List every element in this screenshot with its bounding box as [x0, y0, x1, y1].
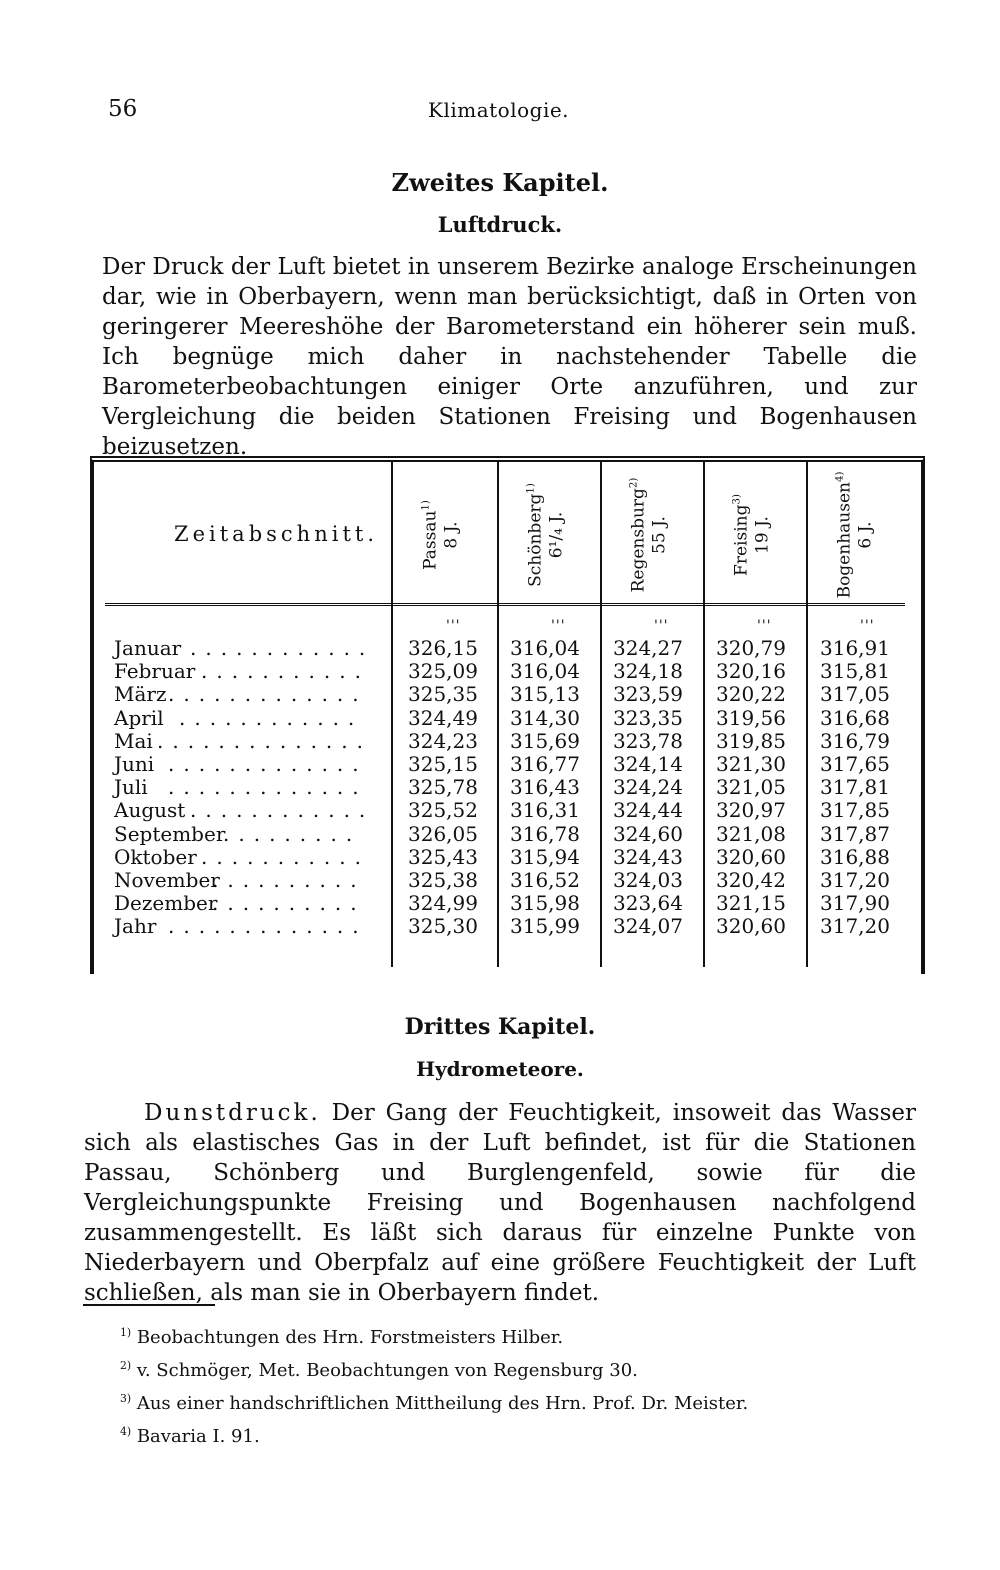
pressure-value: 320,79 [716, 636, 786, 660]
footnote-text: v. Schmöger, Met. Beobachtungen von Regensburg 30. [131, 1360, 638, 1381]
pressure-value: 324,18 [613, 659, 683, 683]
pressure-value: 316,04 [510, 636, 580, 660]
station-name: Schönberg [525, 493, 546, 587]
station-name: Regensburg [628, 488, 649, 593]
pressure-value: 325,38 [408, 868, 478, 892]
pressure-value: 324,49 [408, 706, 478, 730]
observation-years: 19 J. [752, 516, 773, 554]
running-title: Klimatologie. [428, 98, 570, 122]
pressure-value: 314,30 [510, 706, 580, 730]
table-header-rule [105, 603, 905, 606]
footnote-text: Bavaria I. 91. [131, 1426, 260, 1447]
pressure-value: 317,20 [820, 914, 890, 938]
chapter-heading: Drittes Kapitel. [404, 1014, 596, 1040]
period-label: September [114, 822, 226, 846]
pressure-value: 315,13 [510, 682, 580, 706]
period-label: Oktober [114, 845, 197, 869]
running-head [108, 96, 576, 126]
pressure-value: 325,78 [408, 775, 478, 799]
footnote-mark: 3) [120, 1392, 132, 1405]
footnote-ref: 1) [420, 500, 432, 511]
pressure-value: 325,09 [408, 659, 478, 683]
paragraph-hydrometeore [84, 1098, 916, 1308]
pressure-value: 326,15 [408, 636, 478, 660]
dot-leader: ............. [168, 914, 368, 938]
pressure-value: 316,91 [820, 636, 890, 660]
unit-mark: ''' [654, 618, 669, 634]
pressure-value: 324,43 [613, 845, 683, 869]
pressure-value: 317,87 [820, 822, 890, 846]
station-name: Bogenhausen [834, 482, 855, 599]
period-label: Juli [114, 775, 148, 799]
column-divider [391, 462, 393, 967]
observation-years: 6 J. [855, 521, 876, 549]
station-column-header [705, 470, 795, 600]
observation-years: 8 J. [441, 521, 462, 549]
pressure-value: 324,60 [613, 822, 683, 846]
footnote-ref: 3) [731, 494, 743, 505]
dot-leader: ............ [190, 636, 375, 660]
pressure-value: 316,88 [820, 845, 890, 869]
pressure-value: 316,78 [510, 822, 580, 846]
paragraph-text: Der Gang der Feuchtigkeit, insoweit das Wasser sich als elastisches Gas in der Luft befindet, ist für die Stationen Passau, Schönberg und Burglengenfeld, sowie für die Vergleichungspunkte Freising und Bogenhausen nachfolgend zusammengestellt. Es läßt sich daraus für einzelne Punkte von Niederbayern und Oberpfalz auf eine größere Feuchtigkeit der Luft schließen, als man sie in Oberbayern findet. [84, 1100, 917, 1306]
pressure-value: 316,52 [510, 868, 580, 892]
period-label: Januar [114, 636, 182, 660]
footnote-text: Aus einer handschriftlichen Mittheilung des Hrn. Prof. Dr. Meister. [131, 1393, 749, 1414]
dot-leader: .......... [212, 891, 366, 915]
pressure-value: 323,35 [613, 706, 683, 730]
dot-leader: ............ [179, 706, 364, 730]
station-column-header [808, 470, 898, 600]
period-label: April [114, 706, 164, 730]
footnote-ref: 2) [628, 477, 640, 489]
footnote-rule [83, 1304, 215, 1306]
pressure-value: 315,98 [510, 891, 580, 915]
station-column-header [394, 470, 484, 600]
pressure-value: 316,77 [510, 752, 580, 776]
pressure-value: 317,20 [820, 868, 890, 892]
pressure-value: 325,30 [408, 914, 478, 938]
observation-years: 6¹/₄ J. [546, 511, 567, 559]
footnote-mark: 1) [120, 1326, 132, 1339]
pressure-value: 324,03 [613, 868, 683, 892]
section-heading: Luftdruck. [437, 212, 563, 237]
station-name: Passau [420, 510, 441, 570]
paragraph-luftdruck: Der Druck der Luft bietet in unserem Bezirke analoge Erscheinungen dar, wie in Oberbayern, wenn man berücksichtigt, daß in Orten von geringerer Meereshöhe der Barometerstand ein höherer sein muß. Ich begnüge mich daher in nachstehender Tabelle die Barometerbeobachtungen einiger Orte anzuführen, und zur Vergleichung die beiden Stationen Freising und Bogenhausen beizusetzen. [102, 254, 917, 460]
pressure-value: 324,27 [613, 636, 683, 660]
footnote-text: Beobachtungen des Hrn. Forstmeisters Hilber. [131, 1327, 564, 1348]
pressure-value: 320,97 [716, 798, 786, 822]
pressure-value: 320,22 [716, 682, 786, 706]
unit-mark: ''' [860, 618, 875, 634]
section-heading: Hydrometeore. [416, 1057, 584, 1081]
pressure-value: 323,78 [613, 729, 683, 753]
dot-leader: ............. [168, 775, 368, 799]
period-label: Mai [114, 729, 153, 753]
pressure-value: 321,08 [716, 822, 786, 846]
pressure-value: 320,16 [716, 659, 786, 683]
pressure-value: 315,81 [820, 659, 890, 683]
station-column-header [602, 470, 692, 600]
pressure-value: 315,99 [510, 914, 580, 938]
dot-leader: ............. [168, 682, 368, 706]
footnote [120, 1392, 748, 1414]
pressure-value: 319,56 [716, 706, 786, 730]
pressure-value: 316,31 [510, 798, 580, 822]
pressure-value: 316,68 [820, 706, 890, 730]
pressure-value: 317,05 [820, 682, 890, 706]
pressure-value: 316,04 [510, 659, 580, 683]
footnote-ref: 1) [525, 483, 537, 494]
pressure-value: 325,35 [408, 682, 478, 706]
pressure-value: 315,69 [510, 729, 580, 753]
pressure-value: 320,60 [716, 845, 786, 869]
footnote [120, 1425, 260, 1447]
station-column-header [499, 470, 589, 600]
observation-years: 55 J. [649, 516, 670, 554]
pressure-value: 321,05 [716, 775, 786, 799]
period-label: Dezember [114, 891, 218, 915]
pressure-value: 325,52 [408, 798, 478, 822]
dot-leader: ............. [168, 752, 368, 776]
dot-leader: .......... [212, 868, 366, 892]
unit-mark: ''' [551, 618, 566, 634]
dot-leader: ......... [223, 822, 362, 846]
footnote [120, 1326, 563, 1348]
dot-leader: ........... [201, 845, 370, 869]
footnote-mark: 4) [120, 1425, 132, 1438]
pressure-value: 315,94 [510, 845, 580, 869]
footnote [120, 1359, 638, 1381]
pressure-value: 316,79 [820, 729, 890, 753]
unit-mark: ''' [446, 618, 461, 634]
pressure-value: 324,14 [613, 752, 683, 776]
pressure-value: 317,85 [820, 798, 890, 822]
period-label: August [114, 798, 186, 822]
station-name: Freising [731, 504, 752, 576]
pressure-value: 316,43 [510, 775, 580, 799]
period-label: Juni [114, 752, 155, 776]
pressure-value: 320,60 [716, 914, 786, 938]
dot-leader: ........... [201, 659, 370, 683]
pressure-value: 317,90 [820, 891, 890, 915]
dot-leader: ............ [190, 798, 375, 822]
pressure-value: 324,07 [613, 914, 683, 938]
pressure-value: 324,44 [613, 798, 683, 822]
pressure-value: 325,43 [408, 845, 478, 869]
pressure-value: 324,99 [408, 891, 478, 915]
dot-leader: .............. [157, 729, 373, 753]
chapter-heading: Zweites Kapitel. [391, 168, 609, 197]
footnote-mark: 2) [120, 1359, 132, 1372]
period-label: November [114, 868, 220, 892]
pressure-value: 317,81 [820, 775, 890, 799]
pressure-value: 325,15 [408, 752, 478, 776]
lead-term: Dunstdruck. [144, 1100, 321, 1126]
pressure-value: 324,23 [408, 729, 478, 753]
pressure-value: 321,30 [716, 752, 786, 776]
pressure-value: 323,64 [613, 891, 683, 915]
unit-mark: ''' [757, 618, 772, 634]
pressure-value: 323,59 [613, 682, 683, 706]
pressure-value: 317,65 [820, 752, 890, 776]
period-label: Jahr [114, 914, 157, 938]
pressure-value: 324,24 [613, 775, 683, 799]
pressure-value: 320,42 [716, 868, 786, 892]
pressure-value: 326,05 [408, 822, 478, 846]
footnote-ref: 4) [834, 471, 846, 483]
page-number: 56 [108, 96, 138, 122]
pressure-value: 319,85 [716, 729, 786, 753]
pressure-value: 321,15 [716, 891, 786, 915]
period-column-header: Zeitabschnitt. [174, 522, 378, 546]
period-label: Februar [114, 659, 196, 683]
period-label: März [114, 682, 167, 706]
